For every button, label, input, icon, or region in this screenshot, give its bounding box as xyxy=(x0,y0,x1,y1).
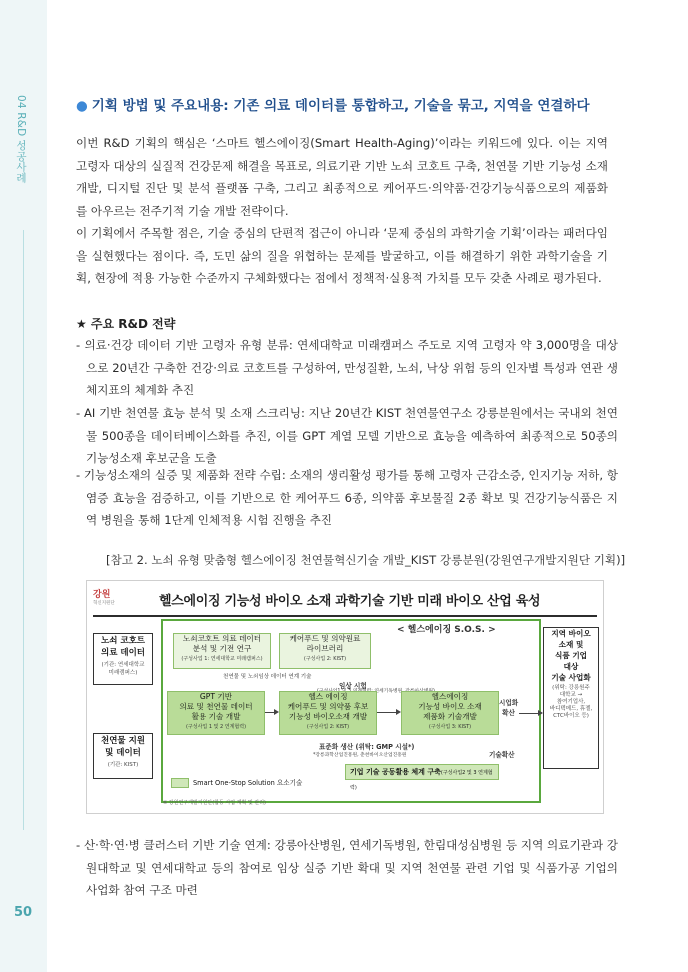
right-box-title: 지역 바이오 소재 및 식품 기업 대상 기술 사업화 xyxy=(551,629,591,682)
strategy-title: ★ 주요 R&D 전략 xyxy=(76,317,176,331)
mid-box-title: 헬스 에이징 케어푸드 및 의약품 후보 기능성 바이오소재 개발 xyxy=(287,692,369,721)
legend-swatch xyxy=(171,778,189,788)
figure-rule xyxy=(93,615,597,617)
arrow-right xyxy=(265,712,277,713)
figure-diagram xyxy=(86,580,604,814)
top-box-title: 케어푸드 및 의약원료 라이브러리 xyxy=(289,634,361,653)
left-box-cohort xyxy=(93,633,153,685)
strategy-bullet: - 산·학·연·병 클러스터 기반 기술 연계: 강릉아산병원, 연세기독병원, 한림대성심병원 등 지역 의료기관과 강원대학교 및 연세대학교 등의 참여로 임상 실증 기반 확대 및 지역 천연물 관련 기업 및 식품가공 기업의 사업화 참여 구조 마련 xyxy=(76,838,618,897)
top-box-sub: (구성사업 1: 연세대학교 미래캠퍼스) xyxy=(181,656,263,662)
section-heading-text: 기획 방법 및 주요내용: 기존 의료 데이터를 통합하고, 기술을 묶고, 지역을 연결하다 xyxy=(91,98,590,114)
arrow-right xyxy=(519,713,541,714)
arrow-right xyxy=(377,712,399,713)
note-commercial: 시업화 확산 xyxy=(499,699,519,717)
note-clinical-sub: 연세기독병원, xyxy=(374,689,404,694)
bottom-bar xyxy=(345,764,499,791)
mid-box-sub: (구성사업 1 및 2 연계협력) xyxy=(185,724,247,730)
logo-subtext: 혁신지원단 xyxy=(93,601,115,606)
paragraph-2: 이 기획에서 주목할 점은, 기술 중심의 단편적 접근이 아니라 ‘문제 중심의 과학기술 기획’이라는 패러다임을 실현했다는 점이다. 즉, 도민 삶의 질을 위협하는 문제를 발굴하고, 이를 해결하기 위한 과학기술을 기획, 현장에 적용 가능한 수준까지 구체화했다는 점에서 정책적·실용적 가치를 모두 갖춘 사례로 평가된다. xyxy=(76,226,608,285)
left-box-natural xyxy=(93,733,153,779)
figure-title: 헬스에이징 기능성 바이오 소재 과학기술 기반 미래 바이오 산업 육성 xyxy=(159,594,541,609)
note-standard: 표준화 생산 (위탁: GMP 시설*) xyxy=(319,743,415,751)
strategy-bullet: - AI 기반 천연물 효능 분석 및 소재 스크리닝: 지난 20년간 KIST 천연물연구소 강릉분원에서는 국내외 천연물 500종을 데이터베이스화를 추진, 이를 GPT 계열 모델 기반으로 효능을 예측하여 최종적으로 50종의 기능성소재 후보군을 도출 xyxy=(76,406,618,465)
bottom-bar-text: 기업 기술 공동활용 체계 구축 xyxy=(350,768,441,776)
left-box-title: 천연물 지원 및 데이터 xyxy=(100,736,145,758)
right-box-sub: (위탁: 강릉원주 대학교 → 참여기업사, 바디텍메드, 휴젤, CTC바이오 등) xyxy=(549,685,593,719)
top-box-sub: (구성사업 2: KIST) xyxy=(303,656,347,662)
sidebar-divider xyxy=(23,230,24,830)
mid-box-sub: (구성사업 2: KIST) xyxy=(306,724,350,730)
logo-text: 강원 xyxy=(93,590,111,600)
mid-box-title: 헬스에이징 기능성 바이오 소재 제품화 기술개발 xyxy=(418,692,482,721)
sos-label: < 헬스에이징 S.O.S. > xyxy=(397,625,496,635)
left-box-title: 노쇠 코호트 의료 데이터 xyxy=(100,636,145,658)
bottom-bar-sub: (구성사업2 및 3 연계협력) xyxy=(350,770,493,791)
mid-box-gpt xyxy=(167,691,265,735)
strategy-bullet: - 의료·건강 데이터 기반 고령자 유형 분류: 연세대학교 미래캠퍼스 주도로 지역 고령자 약 3,000명을 대상으로 20년간 구축한 건강·의료 코호트를 구성하여, 만성질환, 노쇠, 낙상 위험 등의 인자별 특성과 연관 생체지표의 체계화 추진 xyxy=(76,338,618,397)
figure-footnote: ※ 강원연구개발지원단(합동 사업 계획 및 관리) xyxy=(163,800,266,806)
figure-caption: [참고 2. 노쇠 유형 맞춤형 헬스에이징 천연물혁신기술 개발_KIST 강릉분원(강원연구개발지원단 기획)] xyxy=(106,553,626,567)
note-standard-sub: *강릉과학산업진흥원, 춘천바이오산업진흥원 xyxy=(313,753,407,758)
bullet-dot-icon: ● xyxy=(76,98,88,114)
mid-box-sub: (구성사업 3: KIST) xyxy=(428,724,472,730)
section-heading xyxy=(76,94,590,114)
chapter-label: 04 R&D 성공사례 xyxy=(15,95,27,183)
top-box-library xyxy=(279,633,371,669)
right-box-business xyxy=(543,627,599,769)
top-box-title: 노쇠코호트 의료 데이터 분석 및 기전 연구 xyxy=(182,634,262,653)
figure-logo xyxy=(93,587,121,609)
mid-box-material xyxy=(279,691,377,735)
note-tech-spread: 기술확산 xyxy=(489,751,515,759)
top-box-analysis xyxy=(173,633,271,669)
note-clinical: 임상 시험 xyxy=(339,682,367,690)
note-link: 천연물 및 노쇠임상 데이터 연계 기술 xyxy=(223,674,312,680)
left-box-sub: (기관: KIST) xyxy=(107,762,139,768)
mid-box-product xyxy=(401,691,499,735)
page-number: 50 xyxy=(14,905,33,920)
mid-box-title: GPT 기반 의료 및 천연물 데이터 활용 기술 개발 xyxy=(179,692,253,721)
sidebar xyxy=(0,0,47,972)
left-box-sub: (기관: 연세대학교 미래캠퍼스) xyxy=(101,662,145,676)
legend-text: Smart One-Stop Solution 요소기술 xyxy=(193,779,303,787)
paragraph-1: 이번 R&D 기획의 핵심은 ‘스마트 헬스에이징(Smart Health-Aging)’이라는 키워드에 있다. 이는 지역 고령자 대상의 실질적 건강문제 해결을 목표로, 의료기관 기반 노쇠 코호트 구축, 천연물 기반 기능성 소재 개발, 디지털 진단 및 분석 플랫폼 구축, 그리고 최종적으로 케어푸드·의약품·건강기능식품으로의 제품화를 아우르는 전주기적 기술 개발 전략이다. xyxy=(76,136,608,218)
strategy-bullet: - 기능성소재의 실증 및 제품화 전략 수립: 소재의 생리활성 평가를 통해 고령자 근감소증, 인지기능 저하, 항염증 효능을 검증하고, 이를 기반으로 한 케어푸드 6종, 의약품 후보물질 2종 확보 및 건강기능식품은 지역 병원을 통해 1단계 인체적용 시험 진행을 추진 xyxy=(76,468,618,527)
